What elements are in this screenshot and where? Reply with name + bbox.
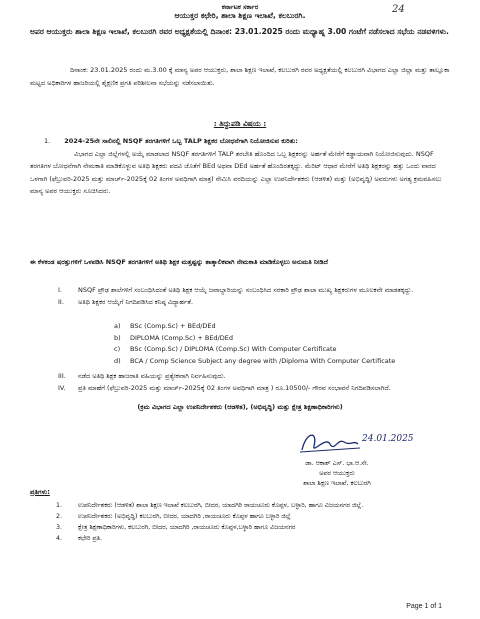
copies-list (56, 500, 450, 544)
point-1-number: 1. (44, 137, 51, 145)
signer-designation: ಅಪರ ಆಯುಕ್ತರು (319, 469, 355, 477)
qualification-list (114, 321, 454, 367)
criteria-item: III. ನಡೆದ ಅತಿಥಿ ಶಿಕ್ಷಕ ಹಾಜರಾತಿ ವಹಿಯನ್ನು ಪ್ರತ್ಯೇಕವಾಗಿ ನಿರ್ವಹಿಸುವುದು. (58, 372, 226, 380)
point-1-lead: 2024-25ನೇ ಸಾಲಿನಲ್ಲಿ NSQF ತರಗತಿಗಳಿಗೆ ಒಬ್ಬ TALP ಶಿಕ್ಷಕರ ಬೋಧನೆಗಾಗಿ ನಿಯೋಜಿಸುವ ಕುರಿತು: (64, 137, 298, 145)
intro-paragraph: ದಿನಾಂಕ: 23.01.2025 ರಂದು ಮ.3.00 ಕ್ಕೆ ಮಾನ್ಯ ಅಪರ ಆಯುಕ್ತರು, ಶಾಲಾ ಶಿಕ್ಷಣ ಇಲಾಖೆ, ಕಲಬುರಗಿ ರವರ ಅಧ್ಯಕ್ಷತೆಯಲ್ಲಿ ಕಲಬುರಗಿ ವಿಭಾಗದ ಎಲ್ಲಾ ಜಿಲ್ಲಾ ಮತ್ತು ತಾಲ್ಲೂಕಾ ಮಟ್ಟದ ಅಧಿಕಾರಿಗಳ ಹಾಜರಿಯಲ್ಲಿ ಶೈಕ್ಷಣಿಕ ಪ್ರಗತಿ ಪರಿಶೀಲನಾ ಸಭೆಯನ್ನು ನಡೆಸಲಾಯಿತು. (30, 66, 450, 87)
copy-item: 3. ಕ್ಷೇತ್ರ ಶಿಕ್ಷಣಾಧಿಕಾರಿಗಳು, ಕಲಬುರಗಿ, ಬೀದರ, ಯಾದಗಿರಿ ,ರಾಯಚೂರು ಕೊಪ್ಪಳ,ಬಳ್ಳಾರಿ ಹಾಗೂ ವಿಜಯನಗರ (56, 524, 296, 531)
criteria-list (58, 284, 454, 308)
qualification-item: c) BSc (Comp.Sc) / DIPLOMA (Comp.Sc) With Computer Certificate (114, 345, 337, 353)
government-heading: ಕರ್ನಾಟಕ ಸರ್ಕಾರ (221, 3, 259, 11)
criteria-item: IV. ಪ್ರತಿ ಮಾಹೆಗೆ (ಫೆಬ್ರುವರಿ-2025 ಮತ್ತು ಮಾರ್ಚ್-2025ಕ್ಕೆ 02 ತಿಂಗಳ ಅವಧಿಗಾಗಿ ಮಾತ್ರ ) ರೂ.10500/- ಗೌರವ ಸಂಭಾವನೆ ನಿಗದಿಪಡಿಸಲಾಗಿದೆ. (58, 384, 391, 392)
handwritten-ref-number: 24 (392, 4, 405, 15)
criteria-intro: ಈ ಕೆಳಕಂಡ ಷರತ್ತುಗಳಿಗೆ ಒಳಪಡಿಸಿ NSQF ತರಗತಿಗಳಿಗೆ ಅತಿಥಿ ಶಿಕ್ಷಕ ಮತ್ತಷ್ಟನ್ನು ತಾತ್ಕಾಲಿಕವಾಗಿ ನೇಮಕಾತಿ ಮಾಡಿಕೊಳ್ಳಲು ಅನುಮತಿ ನೀಡಿದೆ (30, 258, 328, 266)
criteria-item: I. NSQF ಪ್ರೌಢ ಶಾಲೆಗಳಿಗೆ ಸಂಬಂಧಿಸಿದಂತೆ ಅತಿಥಿ ಶಿಕ್ಷಕ ಆಯ್ಕೆ ಜವಾಬ್ದಾರಿಯನ್ನು ಸಂಬಂಧಿಸಿದ ಸರಕಾರಿ ಪ್ರೌಢ ಶಾಲಾ ಮುಖ್ಯ ಶಿಕ್ಷಕರುಗಳ ಮೂಲಕವೇ ಮಾಡತಕ್ಕದ್ದು. (58, 286, 414, 294)
qualification-item: a) BSc (Comp.Sc) + BEd/DEd (114, 322, 216, 330)
qualification-item: d) BCA / Comp Science Subject any degree with /Diploma With Computer Certificate (114, 356, 396, 365)
signer-name: ಡಾ. ಆಕಾಶ್ ಎಸ್. ಭಾ.ಆ.ಸೇ. (305, 459, 369, 467)
point-1 (30, 135, 454, 198)
minutes-title: ಅಪರ ಆಯುಕ್ತರು ಶಾಲಾ ಶಿಕ್ಷಣ ಇಲಾಖೆ, ಕಲಬುರಗಿ ರವರ ಅಧ್ಯಕ್ಷತೆಯಲ್ಲಿ ದಿನಾಂಕ: 23.01.2025 ರಂದು ಮಧ್ಯಾಹ್ನ 3.00 ಗಂಟೆಗೆ ನಡೆಸಲಾದ ಸಭೆಯ ನಡವಳಿಗಳು. (30, 27, 449, 36)
qualification-item: b) DIPLOMA (Comp.Sc) + BEd/DEd (114, 333, 233, 342)
subject-heading: : ತಿದ್ದುಪಡಿ ವಿಷಯ : (213, 119, 267, 128)
criteria-item: II. ಅತಿಥಿ ಶಿಕ್ಷಕರ ಆಯ್ಕೆಗೆ ನಿಗದಿಪಡಿಸಿದ ಕನಿಷ್ಠ ವಿದ್ಯಾರ್ಹತೆ. (58, 298, 194, 306)
closing-line: (ಕ್ರಮ ವಿಭಾಗದ ಎಲ್ಲಾ ಉಪನಿರ್ದೇಶಕರು (ಆಡಳಿತ), (ಅಭಿವೃದ್ಧಿ) ಮತ್ತು ಕ್ಷೇತ್ರ ಶಿಕ್ಷಣಾಧಿಕಾರಿಗಳು) (137, 403, 343, 411)
copy-item: 1. ಉಪನಿರ್ದೇಶಕರು (ಆಡಳಿತ) ಶಾಲಾ ಶಿಕ್ಷಣ ಇಲಾಖೆ ಕಲಬುರಗಿ, ಬೀದರ, ಯಾದಗಿರಿ ರಾಯಚೂರು ಕೊಪ್ಪಳ, ಬಳ್ಳಾರಿ, ಹಾಗೂ ವಿಜಯನಗರ ಜಿಲ್ಲೆ. (56, 502, 364, 509)
signature-date: 24.01.2025 (362, 434, 414, 444)
copies-heading: ಪ್ರತಿಗಳು: (30, 488, 50, 496)
point-1-body: ವಿಭಾಗದ ಎಲ್ಲಾ ಜಿಲ್ಲೆಗಳಲ್ಲಿ ಅಯ್ಕೆ ಮಾಡಲಾದ NSQF ತರಗತಿಗಳಿಗೆ TALP ತರಬೇತಿ ಹೊಂದಿದ ಒಬ್ಬ ಶಿಕ್ಷಕರನ್ನು ಅರ್ಹತೆ ಮೇರೆಗೆ ಕಡ್ಡಾಯವಾಗಿ ನಿಯೋಜಿಸುವುದು. NSQF ತರಗತಿಗಳ ಬೋಧನೆಗಾಗಿ ನೇಮಕಾತಿ ಮಾಡಿಕೊಳ್ಳುವ ಅತಿಥಿ ಶಿಕ್ಷಕರು ಪದವಿ ಜೊತೆಗೆ BEd ಅಥವಾ DEd ಅರ್ಹತೆ ಹೊಂದಿರತಕ್ಕದ್ದು. ಮೆರಿಟ್ ಆಧಾರ ಮೇರೆಗೆ ಅತಿಥಿ ಶಿಕ್ಷಕರನ್ನು ಹತ್ತು ಒಂದು ವಾರದ ಒಳಗಾಗಿ (ಫೆಬ್ರುವರಿ-2025 ಮತ್ತು ಮಾರ್ಚ್-2025ಕ್ಕೆ 02 ತಿಂಗಳ ಅವಧಿಗಾಗಿ ಮಾತ್ರ) ನೇಮಿಸಿ ವರದಿಯನ್ನು ಎಲ್ಲಾ ಉಪನಿರ್ದೇಶಕರು (ಆಡಳಿತ) ಮತ್ತು (ಅಭಿವೃದ್ಧಿ) ಅವರುಗಳು ಅಗತ್ಯ ಕ್ರಮವಹಿಸಲು ಮಾನ್ಯ ಅಪರ ಆಯುಕ್ತರು ಸೂಚಿಸಿದರು. (30, 149, 442, 195)
signer-office: ಶಾಲಾ ಶಿಕ್ಷಣ ಇಲಾಖೆ, ಕಲಬುರಗಿ (303, 479, 371, 487)
office-heading: ಆಯುಕ್ತರ ಕಛೇರಿ, ಶಾಲಾ ಶಿಕ್ಷಣ ಇಲಾಖೆ, ಕಲಬುರಗಿ. (174, 11, 306, 20)
criteria-list-continued (58, 370, 454, 394)
page-footer: Page 1 of 1 (406, 603, 442, 610)
copy-item: 4. ಕಛೇರಿ ಪ್ರತಿ. (56, 535, 102, 542)
copy-item: 2. ಉಪನಿರ್ದೇಶಕರು (ಅಭಿವೃದ್ಧಿ) ಕಲಬುರಗಿ, ಬೀದರ, ಯಾದಗಿರಿ ,ರಾಯಚೂರು ಕೊಪ್ಪಳ ಹಾಗೂ ಬಳ್ಳಾರಿ ಜಿಲ್ಲೆ (56, 513, 291, 520)
